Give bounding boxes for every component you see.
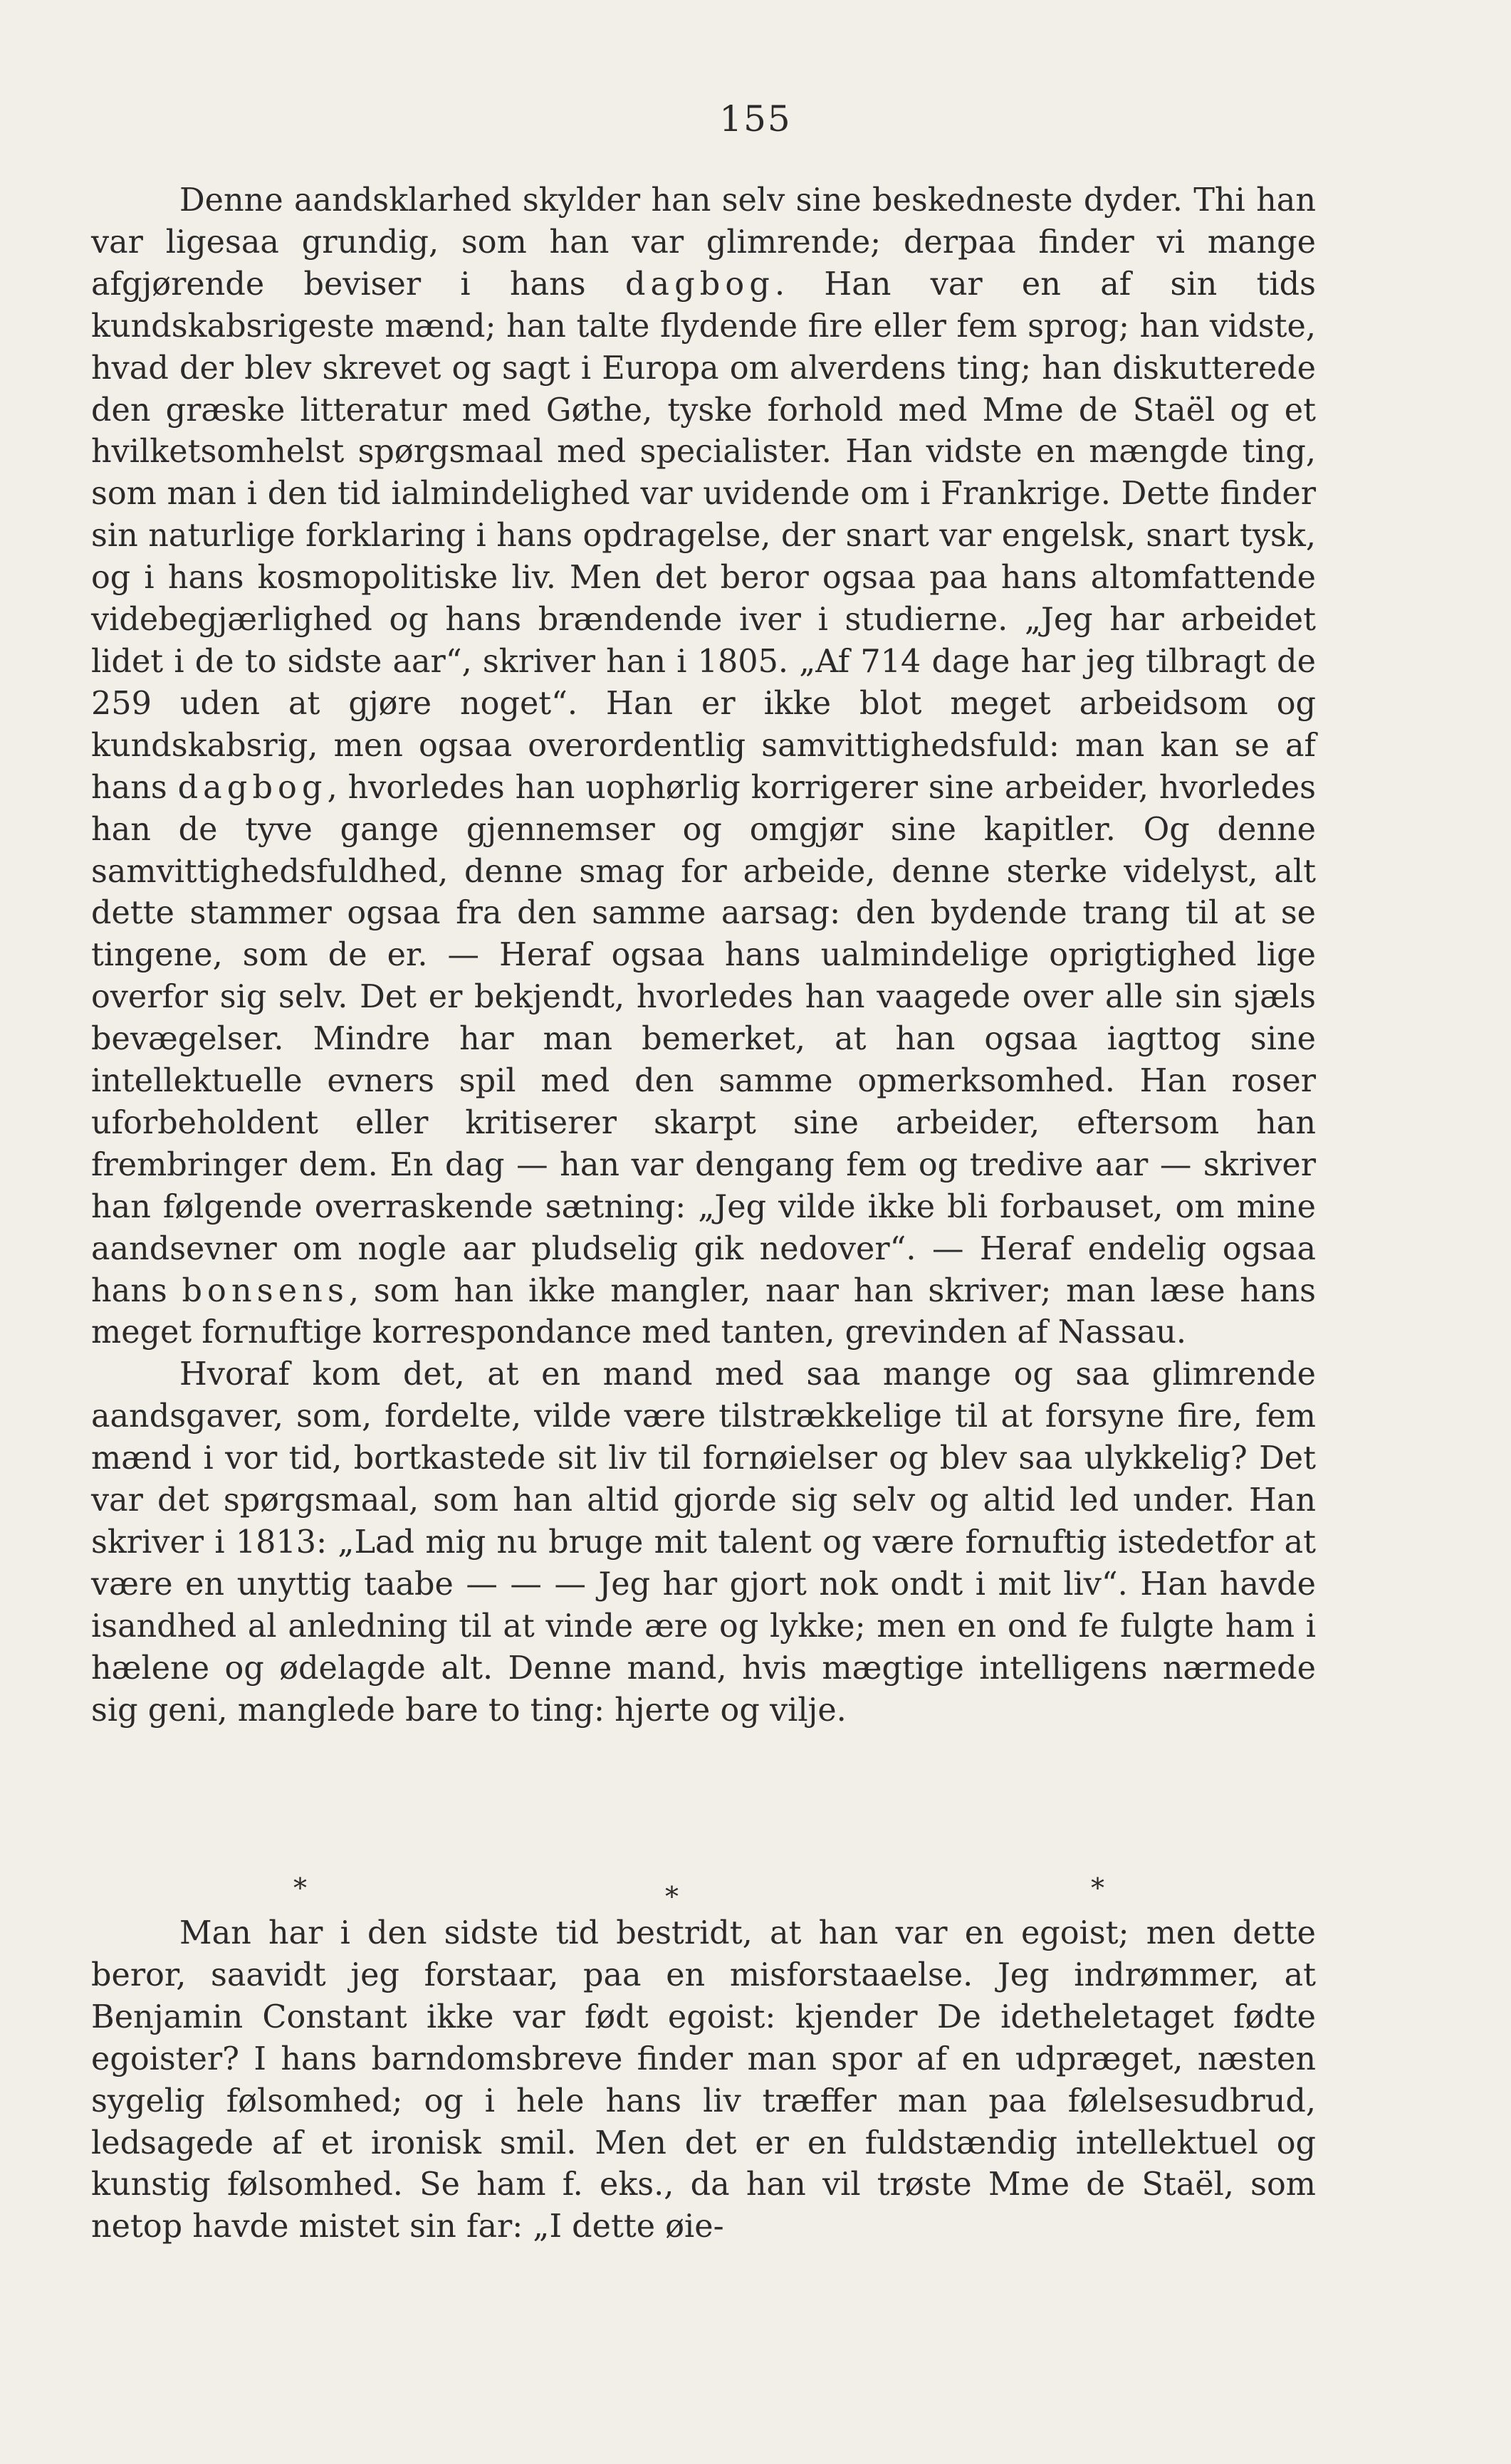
- paragraph-text: , hvorledes han uophørlig korrigerer sine arbeider, hvorledes han de tyve gange gjennemser og omgjør sine kapitler. Og denne samvittighedsfuldhed, denne smag for arbeide, denne sterke videlyst, alt dette stammer ogsaa fra den samme aarsag: den bydende trang til at se tingene, som de er. — Heraf ogsaa hans ualmindelige oprigtighed lige overfor sig selv. Det er bekjendt, hvorledes han vaagede over alle sin sjæls bevægelser. Mindre har man bemerket, at han ogsaa iagttog sine intellektuelle evners spil med den samme opmerksomhed. Han roser uforbeholdent eller kritiserer skarpt sine arbeider, eftersom han frembringer dem. En dag — han var dengang fem og tredive aar — skriver han følgende overraskende sætning: „Jeg vilde ikke bli forbauset, om mine aandsevner om nogle aar pludselig gik nedover“. — Heraf endelig ogsaa hans: [91, 769, 1316, 1309]
- section-separator: [91, 1872, 1316, 1915]
- separator-asterisk: *: [665, 1881, 679, 1912]
- text-section-1: [91, 180, 1316, 1732]
- paragraph-text: Denne aandsklarhed skylder han selv sine beskedneste dyder. Thi han var ligesaa grundig, som han var glimrende; derpaa finder vi mange afgjørende beviser i hans: [91, 182, 1316, 303]
- paragraph-text: , som han ikke mangler, naar han skriver; man læse hans meget fornuftige korrespondance med tanten, grevinden af Nassau.: [91, 1272, 1316, 1351]
- emphasis-bonsens: bonsens: [182, 1272, 349, 1309]
- separator-asterisk: *: [293, 1872, 307, 1904]
- separator-asterisk: *: [1091, 1872, 1104, 1904]
- paragraph-text: . Han var en af sin tids kundskabsrigeste mænd; han talte flydende fire eller fem sprog; han vidste, hvad der blev skrevet og sagt i Europa om alverdens ting; han diskutterede den græske litteratur med Gøthe, tyske forhold med Mme de Staël og et hvilketsomhelst spørgsmaal med specialister. Han vidste en mængde ting, som man i den tid ialmindelighed var uvidende om i Frankrige. Dette finder sin naturlige forklaring i hans opdragelse, der snart var engelsk, snart tysk, og i hans kosmopolitiske liv. Men det beror ogsaa paa hans altomfattende videbegjærlighed og hans brændende iver i studierne. „Jeg har arbeidet lidet i de to sidste aar“, skriver han i 1805. „Af 714 dage har jeg tilbragt de 259 uden at gjøre noget“. Han er ikke blot meget arbeidsom og kundskabsrig, men ogsaa overordentlig samvittighedsfuld: man kan se af hans: [91, 266, 1316, 806]
- paragraph-hvoraf: Hvoraf kom det, at en mand med saa mange og saa glimrende aandsgaver, som, fordelte, vilde være tilstrækkelige til at forsyne fire, fem mænd i vor tid, bortkastede sit liv til fornøielser og blev saa ulykkelig? Det var det spørgsmaal, som han altid gjorde sig selv og altid led under. Han skriver i 1813: „Lad mig nu bruge mit talent og være fornuftig istedetfor at være en unyttig taabe — — — Jeg har gjort nok ondt i mit liv“. Han havde isandhed al anledning til at vinde ære og lykke; men en ond fe fulgte ham i hælene og ødelagde alt. Denne mand, hvis mægtige intelligens nærmede sig geni, manglede bare to ting: hjerte og vilje.: [91, 1356, 1316, 1729]
- text-section-2: [91, 1913, 1316, 2248]
- emphasis-dagbog: dagbog: [624, 266, 775, 303]
- page-number: 155: [719, 98, 792, 140]
- emphasis-dagbog: dagbog: [177, 769, 328, 806]
- paragraph-aandsklarhed: [91, 180, 1316, 1354]
- paragraph-egoist: Man har i den sidste tid bestridt, at han var en egoist; men dette beror, saavidt jeg forstaar, paa en misforstaaelse. Jeg indrømmer, at Benjamin Constant ikke var født egoist: kjender De idetheletaget fødte egoister? I hans barndomsbreve finder man spor af en udpræget, næsten sygelig følsomhed; og i hele hans liv træffer man paa følelsesudbrud, ledsagede af et ironisk smil. Men det er en fuldstændig intellektuel og kunstig følsomhed. Se ham f. eks., da han vil trøste Mme de Staël, som netop havde mistet sin far: „I dette øie-: [91, 1915, 1316, 2245]
